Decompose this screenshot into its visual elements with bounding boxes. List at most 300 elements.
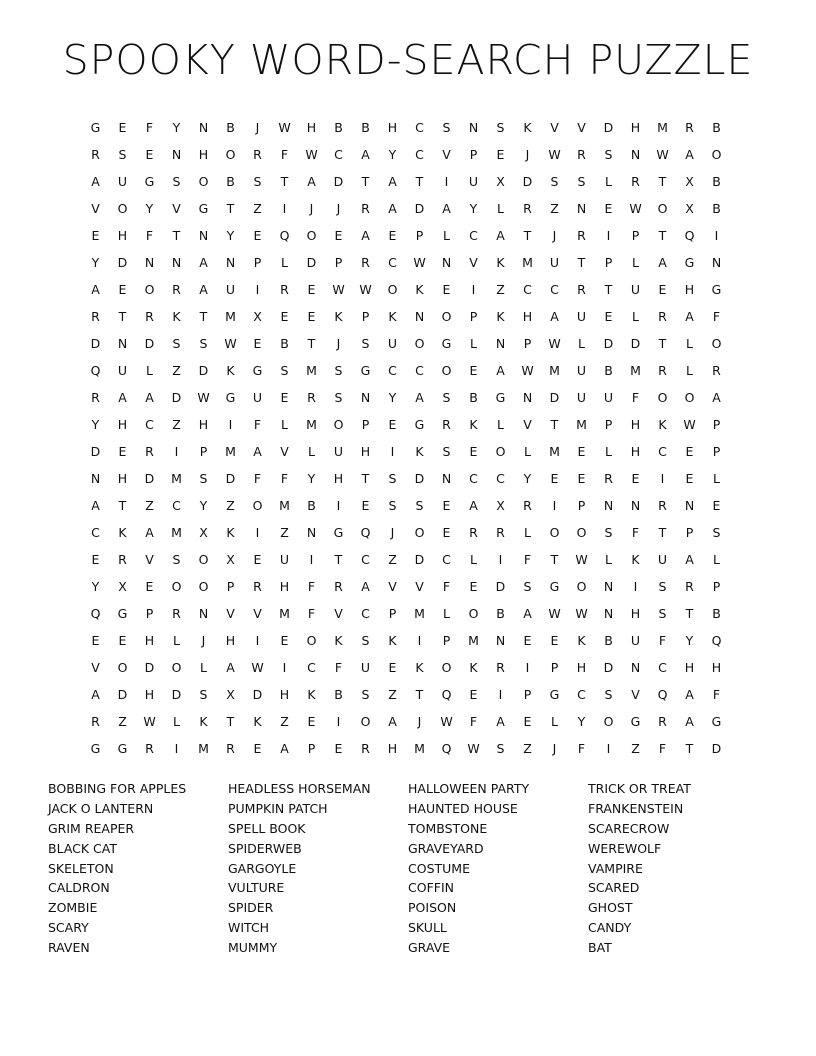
grid-letter: U xyxy=(117,363,128,378)
grid-letter: F xyxy=(307,606,316,621)
grid-letter: N xyxy=(198,228,209,243)
grid-letter: K xyxy=(415,444,424,459)
grid-letter: N xyxy=(117,336,128,351)
grid-letter: F xyxy=(712,687,721,702)
grid-letter: G xyxy=(441,336,452,351)
grid-letter: E xyxy=(550,471,559,486)
grid-letter: C xyxy=(550,282,559,297)
grid-letter: M xyxy=(468,633,479,648)
grid-letter: L xyxy=(605,444,612,459)
grid-letter: G xyxy=(711,282,722,297)
grid-letter: W xyxy=(251,660,264,675)
grid-letter: C xyxy=(442,552,451,567)
grid-letter: D xyxy=(144,471,155,486)
grid-letter: B xyxy=(712,174,721,189)
grid-letter: S xyxy=(712,525,721,540)
grid-letter: I xyxy=(633,579,638,594)
grid-letter: P xyxy=(604,255,613,270)
grid-letter: C xyxy=(388,363,397,378)
grid-letter: V xyxy=(577,120,586,135)
grid-letter: K xyxy=(253,714,262,729)
grid-letter: Z xyxy=(118,714,127,729)
grid-letter: O xyxy=(603,714,614,729)
word-list-item: CANDY xyxy=(588,920,632,936)
grid-letter: J xyxy=(552,228,557,243)
grid-letter: C xyxy=(91,525,100,540)
grid-letter: M xyxy=(414,741,425,756)
grid-letter: S xyxy=(442,444,451,459)
grid-letter: A xyxy=(226,660,235,675)
grid-letter: R xyxy=(523,498,532,513)
grid-letter: P xyxy=(685,525,694,540)
grid-letter: T xyxy=(415,174,424,189)
grid-letter: T xyxy=(658,174,667,189)
grid-letter: Y xyxy=(91,417,100,432)
grid-letter: G xyxy=(198,201,209,216)
grid-letter: E xyxy=(145,579,154,594)
grid-letter: R xyxy=(118,552,127,567)
grid-letter: K xyxy=(631,552,640,567)
grid-letter: J xyxy=(525,147,530,162)
grid-letter: V xyxy=(388,579,397,594)
grid-letter: R xyxy=(658,309,667,324)
grid-letter: K xyxy=(496,309,505,324)
word-list-item: SPIDERWEB xyxy=(228,840,302,856)
grid-letter: T xyxy=(307,336,316,351)
word-list-column xyxy=(588,779,768,958)
word-list-item: COFFIN xyxy=(408,880,454,896)
grid-letter: U xyxy=(468,174,479,189)
grid-letter: L xyxy=(200,660,207,675)
grid-letter: D xyxy=(603,120,614,135)
grid-letter: R xyxy=(172,282,181,297)
grid-letter: T xyxy=(361,174,370,189)
grid-letter: E xyxy=(280,309,289,324)
grid-letter: V xyxy=(442,147,451,162)
grid-letter: W xyxy=(467,741,480,756)
grid-letter: T xyxy=(658,336,667,351)
grid-letter: E xyxy=(388,660,397,675)
grid-letter: C xyxy=(658,444,667,459)
grid-letter: F xyxy=(712,309,721,324)
grid-letter: H xyxy=(522,309,533,324)
grid-letter: J xyxy=(201,633,206,648)
grid-letter: A xyxy=(496,714,505,729)
grid-letter: N xyxy=(630,498,641,513)
grid-letter: G xyxy=(711,714,722,729)
grid-letter: J xyxy=(390,525,395,540)
grid-letter: Y xyxy=(199,498,208,513)
grid-letter: P xyxy=(577,498,586,513)
grid-letter: E xyxy=(469,687,478,702)
grid-letter: P xyxy=(469,147,478,162)
grid-letter: E xyxy=(253,336,262,351)
grid-letter: N xyxy=(603,498,614,513)
grid-letter: A xyxy=(199,282,208,297)
grid-letter: R xyxy=(280,282,289,297)
grid-letter: R xyxy=(658,363,667,378)
grid-letter: T xyxy=(226,201,235,216)
grid-letter: G xyxy=(549,687,560,702)
grid-letter: D xyxy=(171,687,182,702)
grid-letter: L xyxy=(443,606,450,621)
grid-letter: R xyxy=(91,147,100,162)
word-list-column xyxy=(408,779,588,958)
grid-letter: S xyxy=(442,120,451,135)
word-list-item: SCARECROW xyxy=(588,820,670,836)
grid-letter: T xyxy=(334,552,343,567)
grid-letter: U xyxy=(387,336,398,351)
grid-letter: A xyxy=(685,687,694,702)
grid-letter: I xyxy=(714,228,719,243)
grid-letter: N xyxy=(306,525,317,540)
grid-letter: E xyxy=(523,714,532,729)
grid-letter: O xyxy=(252,498,263,513)
grid-letter: C xyxy=(469,228,478,243)
grid-letter: O xyxy=(414,525,425,540)
grid-letter: K xyxy=(415,282,424,297)
grid-letter: B xyxy=(469,390,478,405)
grid-letter: P xyxy=(712,417,721,432)
grid-letter: Y xyxy=(172,120,181,135)
grid-letter: D xyxy=(171,390,182,405)
grid-letter: C xyxy=(658,660,667,675)
grid-letter: N xyxy=(90,471,101,486)
grid-letter: C xyxy=(361,552,370,567)
grid-letter: P xyxy=(415,228,424,243)
grid-letter: D xyxy=(117,255,128,270)
grid-letter: H xyxy=(144,687,155,702)
grid-letter: K xyxy=(118,525,127,540)
word-list-item: BLACK CAT xyxy=(48,840,118,856)
grid-letter: G xyxy=(630,714,641,729)
grid-letter: E xyxy=(253,228,262,243)
grid-letter: X xyxy=(226,552,235,567)
grid-letter: E xyxy=(361,498,370,513)
grid-letter: A xyxy=(469,498,478,513)
grid-letter: U xyxy=(279,552,290,567)
grid-letter: O xyxy=(684,390,695,405)
grid-letter: H xyxy=(576,660,587,675)
grid-letter: R xyxy=(577,228,586,243)
grid-letter: U xyxy=(117,174,128,189)
grid-letter: O xyxy=(144,282,155,297)
grid-letter: E xyxy=(496,147,505,162)
grid-letter: S xyxy=(442,390,451,405)
grid-letter: C xyxy=(469,471,478,486)
grid-letter: S xyxy=(604,525,613,540)
grid-letter: P xyxy=(307,741,316,756)
grid-letter: U xyxy=(360,660,371,675)
grid-letter: L xyxy=(173,714,180,729)
word-list-item: SKULL xyxy=(408,920,447,936)
grid-letter: O xyxy=(441,660,452,675)
grid-letter: R xyxy=(334,579,343,594)
grid-letter: I xyxy=(417,633,422,648)
grid-letter: C xyxy=(415,363,424,378)
grid-letter: A xyxy=(361,147,370,162)
grid-letter: O xyxy=(711,147,722,162)
grid-letter: D xyxy=(144,660,155,675)
grid-letter: K xyxy=(496,255,505,270)
grid-letter: U xyxy=(576,363,587,378)
grid-letter: F xyxy=(280,147,289,162)
grid-letter: E xyxy=(685,444,694,459)
grid-letter: S xyxy=(172,552,181,567)
grid-letter: J xyxy=(417,714,422,729)
grid-letter: A xyxy=(496,228,505,243)
grid-letter: R xyxy=(172,606,181,621)
grid-letter: X xyxy=(118,579,127,594)
grid-letter: I xyxy=(336,714,341,729)
grid-letter: J xyxy=(552,741,557,756)
grid-letter: P xyxy=(253,255,262,270)
grid-letter: A xyxy=(550,309,559,324)
grid-letter: Q xyxy=(441,741,452,756)
grid-letter: Q xyxy=(684,228,695,243)
grid-letter: S xyxy=(388,471,397,486)
grid-letter: P xyxy=(361,417,370,432)
grid-letter: L xyxy=(713,552,720,567)
grid-letter: O xyxy=(711,336,722,351)
word-list-item: GARGOYLE xyxy=(228,860,297,876)
grid-letter: E xyxy=(307,714,316,729)
grid-letter: D xyxy=(549,390,560,405)
grid-letter: R xyxy=(496,660,505,675)
grid-letter: U xyxy=(549,255,560,270)
grid-letter: O xyxy=(549,525,560,540)
grid-letter: V xyxy=(226,606,235,621)
grid-letter: V xyxy=(172,201,181,216)
grid-letter: R xyxy=(658,498,667,513)
grid-letter: O xyxy=(441,363,452,378)
grid-letter: I xyxy=(498,552,503,567)
grid-letter: O xyxy=(117,660,128,675)
grid-letter: Y xyxy=(145,201,154,216)
grid-letter: D xyxy=(522,174,533,189)
grid-letter: H xyxy=(630,444,641,459)
grid-letter: U xyxy=(576,390,587,405)
grid-letter: Z xyxy=(226,498,235,513)
grid-letter: B xyxy=(604,633,613,648)
grid-letter: S xyxy=(496,741,505,756)
grid-letter: X xyxy=(199,525,208,540)
grid-letter: H xyxy=(279,687,290,702)
grid-letter: E xyxy=(118,120,127,135)
grid-letter: S xyxy=(118,147,127,162)
grid-letter: M xyxy=(171,525,182,540)
grid-letter: H xyxy=(225,633,236,648)
grid-letter: X xyxy=(685,174,694,189)
grid-letter: G xyxy=(90,120,101,135)
grid-letter: A xyxy=(388,714,397,729)
grid-letter: M xyxy=(225,444,236,459)
grid-letter: E xyxy=(442,525,451,540)
grid-letter: D xyxy=(603,660,614,675)
grid-letter: L xyxy=(713,471,720,486)
grid-letter: T xyxy=(550,552,559,567)
grid-letter: M xyxy=(279,498,290,513)
grid-letter: Y xyxy=(388,390,397,405)
grid-letter: S xyxy=(658,579,667,594)
grid-letter: A xyxy=(199,255,208,270)
grid-letter: B xyxy=(712,606,721,621)
grid-letter: I xyxy=(471,282,476,297)
grid-letter: N xyxy=(495,336,506,351)
grid-letter: W xyxy=(629,201,642,216)
grid-letter: S xyxy=(172,336,181,351)
grid-letter: R xyxy=(226,741,235,756)
grid-letter: W xyxy=(224,336,237,351)
grid-letter: P xyxy=(550,660,559,675)
grid-letter: M xyxy=(630,363,641,378)
word-list-item: GHOST xyxy=(588,900,633,916)
grid-letter: F xyxy=(280,471,289,486)
grid-letter: R xyxy=(361,255,370,270)
word-list-item: HALLOWEEN PARTY xyxy=(408,781,530,796)
grid-letter: O xyxy=(360,714,371,729)
word-list-item: FRANKENSTEIN xyxy=(588,800,684,816)
grid-letter: T xyxy=(550,417,559,432)
grid-letter: N xyxy=(522,390,533,405)
grid-letter: N xyxy=(144,255,155,270)
grid-letter: R xyxy=(361,741,370,756)
grid-letter: Y xyxy=(388,147,397,162)
grid-letter: T xyxy=(685,741,694,756)
grid-letter: J xyxy=(309,201,314,216)
grid-letter: R xyxy=(253,147,262,162)
grid-letter: Z xyxy=(496,282,505,297)
grid-letter: I xyxy=(255,525,260,540)
grid-letter: W xyxy=(278,120,291,135)
grid-letter: S xyxy=(334,390,343,405)
grid-letter: T xyxy=(523,228,532,243)
grid-letter: F xyxy=(577,741,586,756)
grid-letter: E xyxy=(253,552,262,567)
grid-letter: X xyxy=(226,687,235,702)
grid-letter: F xyxy=(145,228,154,243)
grid-letter: D xyxy=(711,741,722,756)
word-list-item: SPIDER xyxy=(228,900,274,916)
grid-letter: K xyxy=(307,687,316,702)
grid-letter: R xyxy=(577,282,586,297)
grid-letter: L xyxy=(632,255,639,270)
grid-letter: H xyxy=(630,606,641,621)
grid-letter: N xyxy=(441,255,452,270)
grid-letter: I xyxy=(282,660,287,675)
grid-letter: E xyxy=(388,417,397,432)
grid-letter: M xyxy=(522,255,533,270)
grid-letter: H xyxy=(117,417,128,432)
grid-letter: W xyxy=(548,147,561,162)
grid-letter: N xyxy=(630,147,641,162)
grid-letter: Z xyxy=(388,687,397,702)
grid-letter: C xyxy=(145,417,154,432)
grid-letter: E xyxy=(91,552,100,567)
grid-letter: S xyxy=(280,363,289,378)
grid-letter: W xyxy=(359,282,372,297)
grid-letter: T xyxy=(577,255,586,270)
grid-letter: F xyxy=(469,714,478,729)
grid-letter: O xyxy=(387,282,398,297)
grid-letter: V xyxy=(631,687,640,702)
grid-letter: T xyxy=(172,228,181,243)
grid-letter: I xyxy=(660,471,665,486)
grid-letter: U xyxy=(603,390,614,405)
grid-letter: T xyxy=(361,471,370,486)
grid-letter: O xyxy=(117,201,128,216)
grid-letter: R xyxy=(604,471,613,486)
grid-letter: N xyxy=(198,606,209,621)
grid-letter: L xyxy=(524,525,531,540)
grid-letter: R xyxy=(145,741,154,756)
grid-letter: X xyxy=(496,174,505,189)
grid-letter: X xyxy=(685,201,694,216)
grid-letter: Y xyxy=(226,228,235,243)
grid-letter: V xyxy=(550,120,559,135)
grid-letter: G xyxy=(90,741,101,756)
grid-letter: A xyxy=(685,309,694,324)
grid-letter: L xyxy=(605,174,612,189)
grid-letter: G xyxy=(414,417,425,432)
grid-letter: N xyxy=(468,120,479,135)
grid-letter: F xyxy=(442,579,451,594)
word-list-item: HEADLESS HORSEMAN xyxy=(228,781,371,796)
grid-letter: O xyxy=(468,606,479,621)
word-list-item: ZOMBIE xyxy=(48,900,98,916)
grid-letter: S xyxy=(523,579,532,594)
grid-letter: R xyxy=(91,390,100,405)
grid-letter: D xyxy=(333,174,344,189)
grid-letter: G xyxy=(333,525,344,540)
grid-letter: I xyxy=(309,552,314,567)
grid-letter: T xyxy=(118,498,127,513)
grid-letter: R xyxy=(307,390,316,405)
grid-letter: G xyxy=(252,363,263,378)
grid-letter: T xyxy=(415,687,424,702)
grid-letter: I xyxy=(444,174,449,189)
grid-letter: K xyxy=(523,120,532,135)
grid-letter: S xyxy=(253,174,262,189)
grid-letter: M xyxy=(225,309,236,324)
grid-letter: N xyxy=(171,147,182,162)
grid-letter: D xyxy=(90,336,101,351)
grid-letter: K xyxy=(415,660,424,675)
grid-letter: E xyxy=(307,309,316,324)
grid-letter: H xyxy=(684,282,695,297)
grid-letter: R xyxy=(658,714,667,729)
grid-letter: W xyxy=(683,417,696,432)
grid-letter: D xyxy=(144,336,155,351)
grid-letter: Y xyxy=(523,471,532,486)
grid-letter: F xyxy=(253,417,262,432)
word-list-item: SKELETON xyxy=(48,860,114,876)
grid-letter: E xyxy=(604,201,613,216)
grid-letter: P xyxy=(523,687,532,702)
grid-letter: Z xyxy=(145,498,154,513)
grid-letter: I xyxy=(174,741,179,756)
grid-letter: L xyxy=(173,633,180,648)
grid-letter: V xyxy=(334,606,343,621)
grid-letter: N xyxy=(225,255,236,270)
grid-letter: C xyxy=(388,255,397,270)
grid-letter: W xyxy=(548,606,561,621)
grid-letter: D xyxy=(414,552,425,567)
grid-letter: W xyxy=(656,147,669,162)
letter-grid xyxy=(82,114,738,762)
grid-letter: L xyxy=(146,363,153,378)
grid-letter: V xyxy=(415,579,424,594)
